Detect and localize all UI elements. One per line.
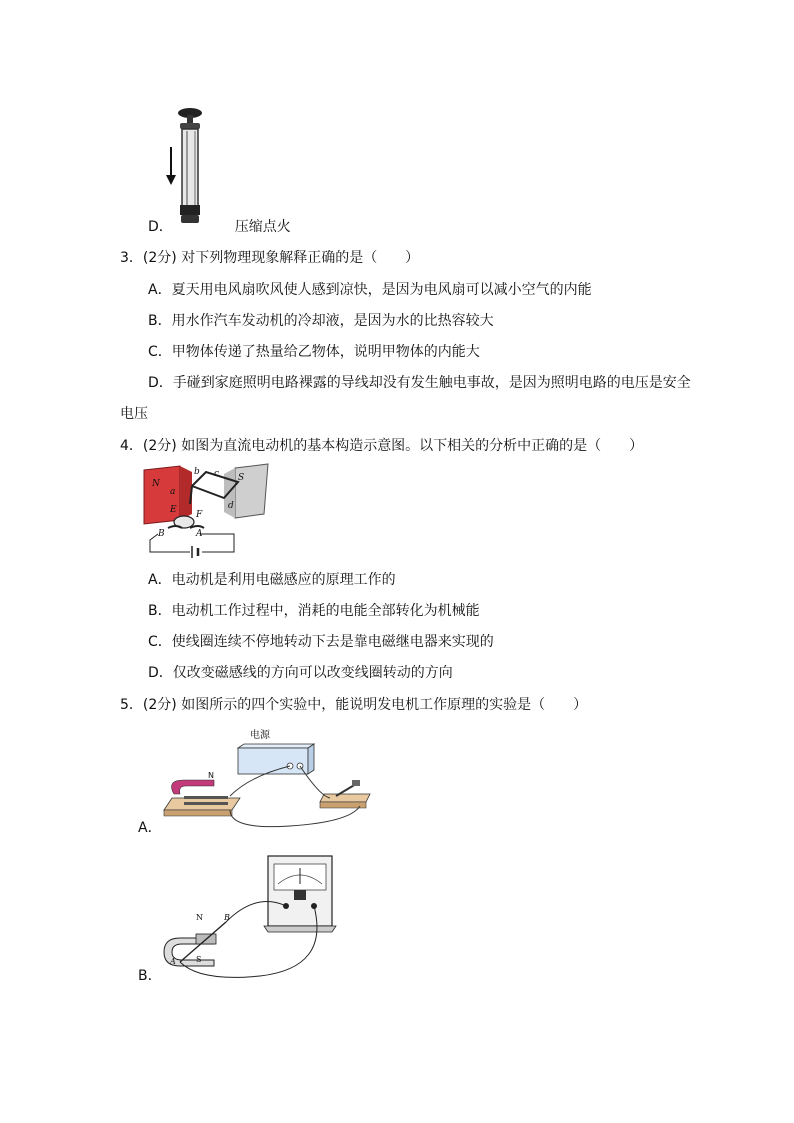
q4-option-c[interactable]: C．使线圈连续不停地转动下去是靠电磁继电器来实现的 xyxy=(148,634,494,650)
motor-label-f: F xyxy=(196,510,203,520)
compression-syringe-figure xyxy=(160,105,210,230)
q3-option-a[interactable]: A．夏天用电风扇吹风使人感到凉快，是因为电风扇可以减小空气的内能 xyxy=(148,282,592,298)
motor-label-bb: B xyxy=(158,529,165,539)
power-supply-label: 电源 xyxy=(250,730,270,741)
q5-figure-b xyxy=(158,850,358,980)
q4-option-a[interactable]: A．电动机是利用电磁感应的原理工作的 xyxy=(148,572,396,588)
q3-stem: 3．(2分) 对下列物理现象解释正确的是（ ） xyxy=(120,250,420,266)
motor-label-b: b xyxy=(194,467,200,477)
motor-label-aa: A xyxy=(196,529,203,539)
q4-option-b[interactable]: B．电动机工作过程中，消耗的电能全部转化为机械能 xyxy=(148,603,480,619)
q3-option-c[interactable]: C．甲物体传递了热量给乙物体，说明甲物体的内能大 xyxy=(148,344,480,360)
fig-b-label-n: N xyxy=(196,913,203,922)
q2-option-d-text[interactable]: 压缩点火 xyxy=(234,219,291,235)
q4-stem: 4．(2分) 如图为直流电动机的基本构造示意图。以下相关的分析中正确的是（ ） xyxy=(120,438,644,454)
q3-option-d-continued[interactable]: 电压 xyxy=(120,406,148,422)
q5-figure-a xyxy=(160,722,375,832)
dc-motor-diagram xyxy=(140,462,270,564)
motor-label-s: S xyxy=(238,473,245,483)
q5-stem: 5．(2分) 如图所示的四个实验中，能说明发电机工作原理的实验是（ ） xyxy=(120,697,588,713)
fig-b-label-b: B xyxy=(224,913,230,922)
motor-label-n: N xyxy=(152,479,160,489)
q5-option-b-letter[interactable]: B． xyxy=(138,968,162,984)
motor-label-e: E xyxy=(170,505,177,515)
motor-label-a: a xyxy=(170,487,176,497)
q3-option-d[interactable]: D．手碰到家庭照明电路裸露的导线却没有发生触电事故，是因为照明电路的电压是安全 xyxy=(148,375,691,391)
q4-option-d[interactable]: D．仅改变磁感线的方向可以改变线圈转动的方向 xyxy=(148,665,453,681)
fig-b-label-a: A xyxy=(170,957,176,966)
motor-label-c: c xyxy=(214,469,220,479)
q3-option-b[interactable]: B．用水作汽车发动机的冷却液，是因为水的比热容较大 xyxy=(148,313,494,329)
fig-b-label-s: S xyxy=(196,955,202,964)
fig-a-label-n: N xyxy=(208,771,214,780)
motor-label-d: d xyxy=(228,501,234,511)
q5-option-a-letter[interactable]: A． xyxy=(138,820,162,836)
q2-option-d-letter[interactable]: D． xyxy=(148,219,173,235)
